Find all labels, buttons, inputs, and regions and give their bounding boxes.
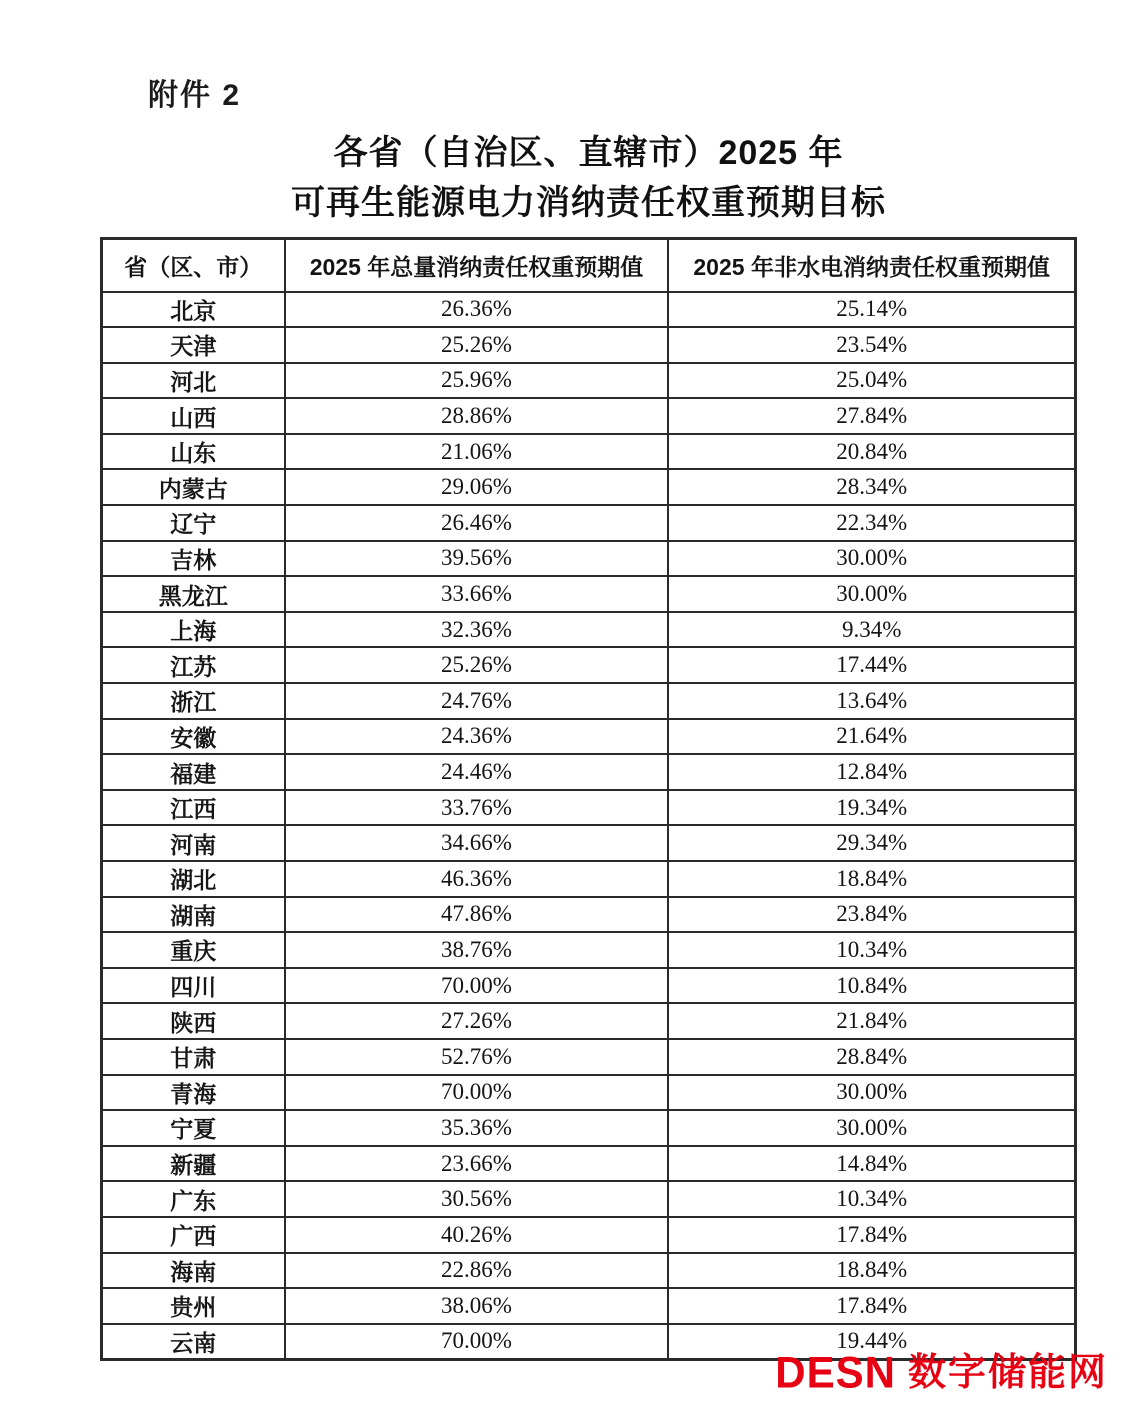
- non-hydro-weight-cell: 23.84%: [668, 897, 1075, 933]
- province-cell: 宁夏: [102, 1110, 285, 1146]
- total-weight-cell: 24.36%: [285, 719, 669, 755]
- total-weight-cell: 70.00%: [285, 968, 669, 1004]
- table-row: [102, 292, 1076, 328]
- non-hydro-weight-cell: 25.04%: [668, 363, 1075, 399]
- non-hydro-weight-cell: 10.84%: [668, 968, 1075, 1004]
- province-cell: 江苏: [102, 647, 285, 683]
- total-weight-cell: 24.76%: [285, 683, 669, 719]
- province-cell: 贵州: [102, 1288, 285, 1324]
- table-row: [102, 1039, 1076, 1075]
- total-weight-cell: 33.66%: [285, 576, 669, 612]
- table-row: [102, 1075, 1076, 1111]
- site-watermark-logo: [775, 1347, 1108, 1398]
- non-hydro-weight-cell: 18.84%: [668, 1253, 1075, 1289]
- total-weight-cell: 40.26%: [285, 1217, 669, 1253]
- province-cell: 青海: [102, 1075, 285, 1111]
- table-row: [102, 968, 1076, 1004]
- non-hydro-weight-cell: 28.84%: [668, 1039, 1075, 1075]
- province-cell: 山西: [102, 398, 285, 434]
- document-title: [100, 128, 1077, 228]
- non-hydro-weight-cell: 9.34%: [668, 612, 1075, 648]
- table-body: [102, 292, 1076, 1360]
- non-hydro-weight-cell: 27.84%: [668, 398, 1075, 434]
- province-cell: 北京: [102, 292, 285, 328]
- table-header-row: [102, 239, 1076, 292]
- non-hydro-weight-cell: 29.34%: [668, 825, 1075, 861]
- column-header-province: 省（区、市）: [102, 239, 285, 292]
- column-header-total-weight: 2025 年总量消纳责任权重预期值: [285, 239, 669, 292]
- total-weight-cell: 30.56%: [285, 1181, 669, 1217]
- document-title-line-1: 各省（自治区、直辖市）2025 年: [333, 134, 844, 172]
- total-weight-cell: 25.96%: [285, 363, 669, 399]
- total-weight-cell: 25.26%: [285, 327, 669, 363]
- total-weight-cell: 27.26%: [285, 1003, 669, 1039]
- document-title-line-2: 可再生能源电力消纳责任权重预期目标: [291, 184, 886, 222]
- total-weight-cell: 46.36%: [285, 861, 669, 897]
- total-weight-cell: 26.36%: [285, 292, 669, 328]
- province-cell: 黑龙江: [102, 576, 285, 612]
- weights-table: [100, 237, 1077, 1361]
- total-weight-cell: 22.86%: [285, 1253, 669, 1289]
- province-cell: 新疆: [102, 1146, 285, 1182]
- total-weight-cell: 28.86%: [285, 398, 669, 434]
- total-weight-cell: 29.06%: [285, 469, 669, 505]
- non-hydro-weight-cell: 30.00%: [668, 1075, 1075, 1111]
- province-cell: 内蒙古: [102, 469, 285, 505]
- non-hydro-weight-cell: 30.00%: [668, 541, 1075, 577]
- table-row: [102, 754, 1076, 790]
- table-row: [102, 1110, 1076, 1146]
- table-row: [102, 1217, 1076, 1253]
- non-hydro-weight-cell: 28.34%: [668, 469, 1075, 505]
- non-hydro-weight-cell: 19.34%: [668, 790, 1075, 826]
- table-row: [102, 1003, 1076, 1039]
- non-hydro-weight-cell: 21.84%: [668, 1003, 1075, 1039]
- province-cell: 山东: [102, 434, 285, 470]
- logo-latin-text: DESN: [775, 1347, 896, 1398]
- total-weight-cell: 33.76%: [285, 790, 669, 826]
- non-hydro-weight-cell: 17.84%: [668, 1217, 1075, 1253]
- non-hydro-weight-cell: 30.00%: [668, 1110, 1075, 1146]
- province-cell: 上海: [102, 612, 285, 648]
- total-weight-cell: 26.46%: [285, 505, 669, 541]
- non-hydro-weight-cell: 25.14%: [668, 292, 1075, 328]
- total-weight-cell: 25.26%: [285, 647, 669, 683]
- province-cell: 四川: [102, 968, 285, 1004]
- table-row: [102, 469, 1076, 505]
- table-row: [102, 398, 1076, 434]
- non-hydro-weight-cell: 21.64%: [668, 719, 1075, 755]
- total-weight-cell: 70.00%: [285, 1075, 669, 1111]
- province-cell: 广西: [102, 1217, 285, 1253]
- total-weight-cell: 23.66%: [285, 1146, 669, 1182]
- total-weight-cell: 38.76%: [285, 932, 669, 968]
- province-cell: 湖北: [102, 861, 285, 897]
- table-row: [102, 683, 1076, 719]
- total-weight-cell: 24.46%: [285, 754, 669, 790]
- table-row: [102, 434, 1076, 470]
- table-row: [102, 790, 1076, 826]
- table-row: [102, 897, 1076, 933]
- total-weight-cell: 47.86%: [285, 897, 669, 933]
- table-row: [102, 719, 1076, 755]
- non-hydro-weight-cell: 30.00%: [668, 576, 1075, 612]
- non-hydro-weight-cell: 22.34%: [668, 505, 1075, 541]
- table-row: [102, 647, 1076, 683]
- table-row: [102, 1253, 1076, 1289]
- table-row: [102, 1288, 1076, 1324]
- non-hydro-weight-cell: 10.34%: [668, 932, 1075, 968]
- non-hydro-weight-cell: 12.84%: [668, 754, 1075, 790]
- table-row: [102, 861, 1076, 897]
- total-weight-cell: 39.56%: [285, 541, 669, 577]
- non-hydro-weight-cell: 18.84%: [668, 861, 1075, 897]
- province-cell: 吉林: [102, 541, 285, 577]
- non-hydro-weight-cell: 14.84%: [668, 1146, 1075, 1182]
- province-cell: 浙江: [102, 683, 285, 719]
- province-cell: 天津: [102, 327, 285, 363]
- province-cell: 广东: [102, 1181, 285, 1217]
- province-cell: 福建: [102, 754, 285, 790]
- province-cell: 甘肃: [102, 1039, 285, 1075]
- total-weight-cell: 32.36%: [285, 612, 669, 648]
- table-row: [102, 541, 1076, 577]
- attachment-label: 附件 2: [148, 79, 242, 112]
- province-cell: 海南: [102, 1253, 285, 1289]
- total-weight-cell: 35.36%: [285, 1110, 669, 1146]
- total-weight-cell: 21.06%: [285, 434, 669, 470]
- province-cell: 江西: [102, 790, 285, 826]
- total-weight-cell: 38.06%: [285, 1288, 669, 1324]
- non-hydro-weight-cell: 13.64%: [668, 683, 1075, 719]
- non-hydro-weight-cell: 17.84%: [668, 1288, 1075, 1324]
- non-hydro-weight-cell: 17.44%: [668, 647, 1075, 683]
- province-cell: 辽宁: [102, 505, 285, 541]
- table-row: [102, 612, 1076, 648]
- table-row: [102, 1146, 1076, 1182]
- total-weight-cell: 34.66%: [285, 825, 669, 861]
- total-weight-cell: 70.00%: [285, 1324, 669, 1360]
- logo-chinese-text: 数字储能网: [907, 1352, 1108, 1394]
- province-cell: 河北: [102, 363, 285, 399]
- province-cell: 重庆: [102, 932, 285, 968]
- table-row: [102, 932, 1076, 968]
- non-hydro-weight-cell: 10.34%: [668, 1181, 1075, 1217]
- table-header: [102, 239, 1076, 292]
- table-row: [102, 363, 1076, 399]
- province-cell: 云南: [102, 1324, 285, 1360]
- table-row: [102, 505, 1076, 541]
- non-hydro-weight-cell: 20.84%: [668, 434, 1075, 470]
- table-row: [102, 825, 1076, 861]
- column-header-non-hydro-weight: 2025 年非水电消纳责任权重预期值: [668, 239, 1075, 292]
- province-cell: 陕西: [102, 1003, 285, 1039]
- non-hydro-weight-cell: 19.44%: [668, 1324, 1075, 1360]
- province-cell: 河南: [102, 825, 285, 861]
- table-row: [102, 576, 1076, 612]
- province-cell: 安徽: [102, 719, 285, 755]
- province-cell: 湖南: [102, 897, 285, 933]
- total-weight-cell: 52.76%: [285, 1039, 669, 1075]
- table-row: [102, 1181, 1076, 1217]
- table-row: [102, 327, 1076, 363]
- non-hydro-weight-cell: 23.54%: [668, 327, 1075, 363]
